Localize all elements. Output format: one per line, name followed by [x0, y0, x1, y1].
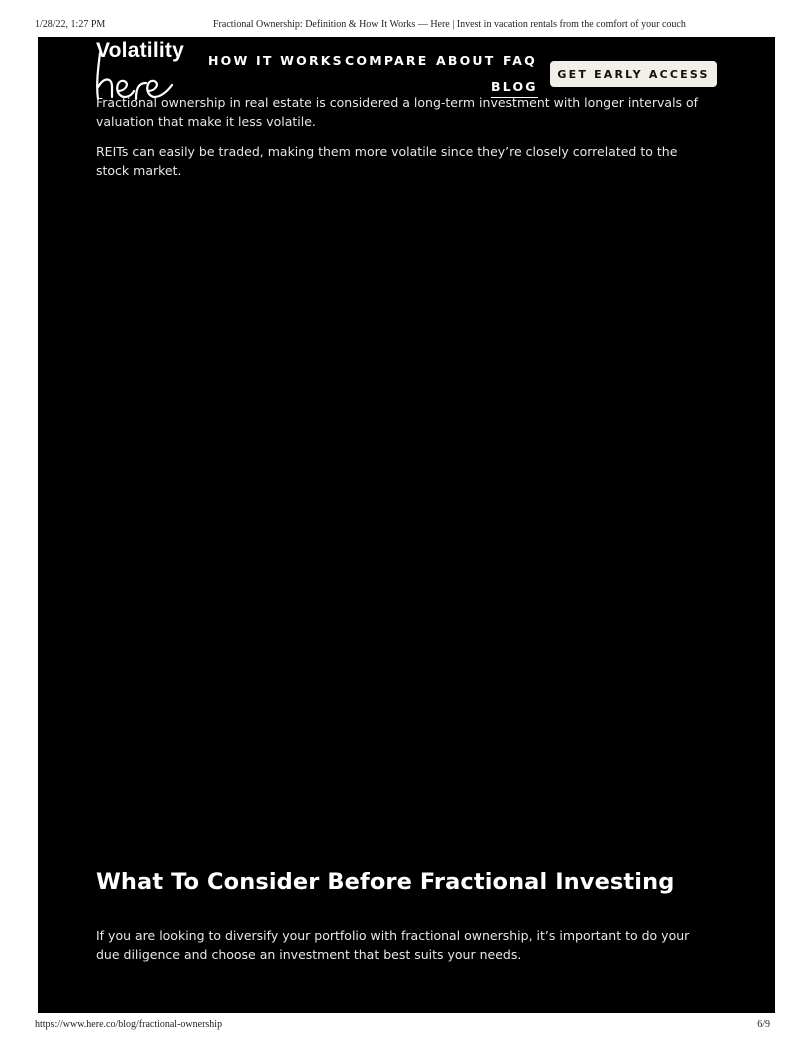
print-footer: [0, 1019, 811, 1033]
section-title: What To Consider Before Fractional Investing: [96, 869, 675, 895]
get-early-access-button[interactable]: GET EARLY ACCESS: [550, 61, 717, 87]
print-header: [0, 19, 811, 33]
print-page-number: 6/9: [757, 1019, 770, 1030]
nav-compare[interactable]: COMPARE: [345, 53, 429, 68]
section-heading-volatility: Volatility: [96, 39, 184, 62]
print-page-title: Fractional Ownership: Definition & How It Works — Here | Invest in vacation rentals from the comfort of your couch: [213, 19, 686, 30]
print-date: 1/28/22, 1:27 PM: [35, 19, 106, 30]
volatility-paragraph-reits: REITs can easily be traded, making them more volatile since they’re closely correlated to the stock market.: [96, 144, 678, 178]
nav-blog[interactable]: BLOG: [491, 79, 538, 98]
logo[interactable]: [96, 39, 206, 101]
nav-faq[interactable]: FAQ: [503, 53, 538, 68]
volatility-paragraph-fractional: Fractional ownership in real estate is considered a long-term investment with longer intervals of valuation that make it less volatile.: [96, 95, 699, 129]
nav-how-it-works[interactable]: HOW IT WORKS: [208, 53, 344, 68]
web-page: [38, 37, 775, 1013]
print-url: https://www.here.co/blog/fractional-ownership: [35, 1019, 223, 1030]
section-paragraph: If you are looking to diversify your portfolio with fractional ownership, it’s important to do your due diligence and choose an investment that best suits your needs.: [96, 928, 690, 962]
nav-about[interactable]: ABOUT: [436, 53, 496, 68]
